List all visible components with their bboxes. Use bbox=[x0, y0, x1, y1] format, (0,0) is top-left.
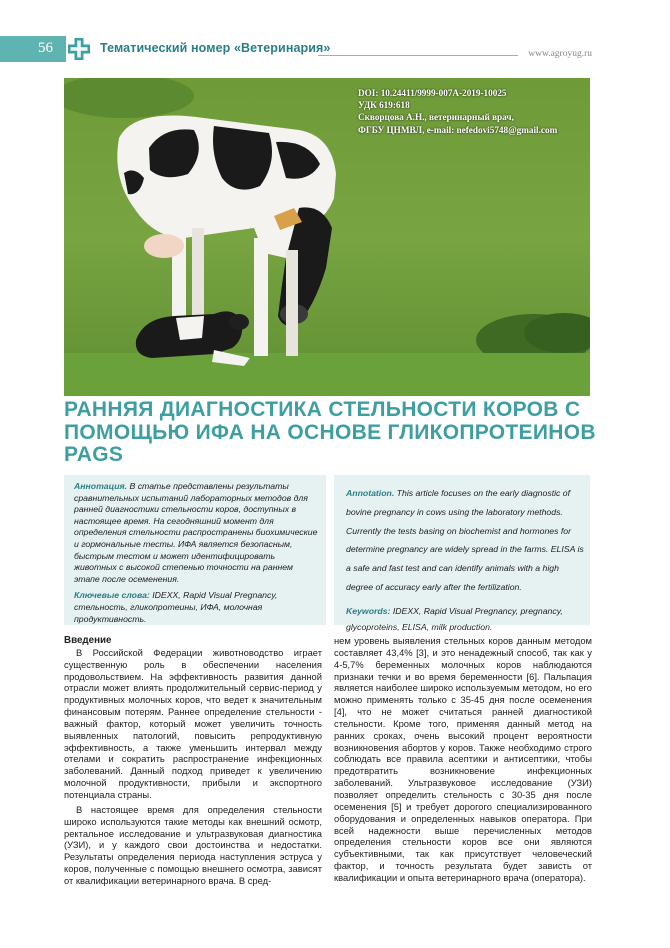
paragraph: В настоящее время для определения стельности широко используются такие методы как внешний осмотр, ректальное исследование и ультразвуковая диагностика (УЗИ), и у каждого свои достоинства и недостатки. Результаты определения периода наступления эструса у коров, полученные с помощью внешнего осмотра, зависят от квалификации ветеринарного врача. В сред- bbox=[64, 803, 322, 886]
section-heading: Введение bbox=[64, 635, 112, 646]
keywords-ru-list: IDEXX, Rapid Visual Pregnancy, стельность, гликопротеины, ИФА, молочная продуктивность. bbox=[74, 590, 278, 624]
keywords-en-label: Keywords: bbox=[346, 605, 391, 616]
abstract-russian bbox=[64, 475, 326, 625]
journal-url: www.agroyug.ru bbox=[528, 49, 592, 59]
article-title: РАННЯЯ ДИАГНОСТИКА СТЕЛЬНОСТИ КОРОВ С ПОМОЩЬЮ ИФА НА ОСНОВЕ ГЛИКОПРОТЕИНОВ PAGS bbox=[64, 398, 596, 466]
abstract-en-label: Annotation. bbox=[346, 488, 395, 498]
paragraph: В Российской Федерации животноводство играет существенную роль в обеспечении населения продовольствием. На эффективность развития данной отрасли может влиять продолжительный сервис-период у продуктивных молочных коров, что ведет к значительным финансовым потерям. Раннее определение стельности - важный фактор, который может увеличить точность выявленных патологий, повысить репродуктивную эффективность, а также уменьшить интервал между отелами и сократить распространение инфекционных заболеваний. Данный подход приведет к увеличению молочной продуктивности, прибыли и экспортного потенциала страны. bbox=[64, 646, 322, 800]
paragraph: нем уровень выявления стельных коров данным методом составляет 43,4% [3], и это ненадежный способ, так как у 4-5,7% беременных молочных коров наблюдаются признаки течки и во время беременности [6]. Пальпация является наиболее широко используемым методом, но его можно применять только с 35-45 дня после осеменения [4], что не может считаться ранней диагностикой стельности. Кроме того, применяя данный метод на ранних сроках, очень высокий процент вероятности возникновения абортов у коров. Также необходимо строго соблюдать все правила асептики и антисептики, чтобы предотвратить возникновение инфекционных заболеваний. Ультразвуковое исследование (УЗИ) позволяет определить стельность с 30-35 дня после осеменения [5] и требует дорогого специализированного оборудования и определенных навыков оператора. При всей надежности выше перечисленных методов определения стельности коров все они являются субъективными, так как присутствует человеческий фактор, и точность результата будет зависть от квалификации и опыта ветеринарного врача (оператора). bbox=[334, 635, 592, 883]
udc-line: УДК 619:618 bbox=[358, 100, 410, 111]
abstract-en-body: This article focuses on the early diagnostic of bovine pregnancy in cows using the laboratory methods. Currently the tests basing on biochemist and hormones for determine pregnancy are widely spread in the farms. ELISA is a safe and fast test and can identify animals with a high degree of accuracy early after the fertilization. bbox=[346, 488, 584, 592]
abstract-ru-body: В статье представлены результаты сравнительных испытаний лабораторных методов для ранней диагностики стельности коров, доступных в настоящее время. На сегодняшний момент для определения стельности распространены биохимические и гормональные тесты. ИФА является безопасным, быстрым тестом и может идентифицировать животных с высокой степенью точности на раннем этапе после осеменения. bbox=[74, 481, 318, 584]
keywords-ru bbox=[74, 590, 320, 625]
header-divider bbox=[318, 55, 518, 56]
affiliation-line: ФГБУ ЦНМВЛ, e-mail: nefedovi5748@gmail.com bbox=[358, 124, 558, 135]
abstract-ru-label: Аннотация. bbox=[74, 481, 128, 491]
doi-line: DOI: 10.24411/9999-007A-2019-10025 bbox=[358, 88, 507, 98]
keywords-ru-label: Ключевые слова: bbox=[74, 590, 150, 601]
page-number: 56 bbox=[38, 40, 53, 56]
medical-cross-icon bbox=[66, 36, 92, 62]
page-number-box bbox=[0, 36, 66, 62]
abstract-ru-text bbox=[74, 481, 320, 585]
abstract-english bbox=[334, 475, 590, 632]
body-column-left bbox=[64, 635, 322, 887]
keywords-en-list: IDEXX, Rapid Visual Pregnancy, pregnancy, glycoproteins, ELISA, milk production. bbox=[346, 605, 563, 632]
abstract-en-text bbox=[346, 484, 584, 597]
body-column-right bbox=[334, 635, 592, 884]
page-header bbox=[0, 36, 670, 62]
keywords-en bbox=[346, 603, 584, 635]
article-metadata bbox=[358, 87, 598, 136]
author-line: Скворцова А.Н., ветеринарный врач, bbox=[358, 112, 514, 123]
journal-issue-title: Тематический номер «Ветеринария» bbox=[100, 41, 331, 55]
